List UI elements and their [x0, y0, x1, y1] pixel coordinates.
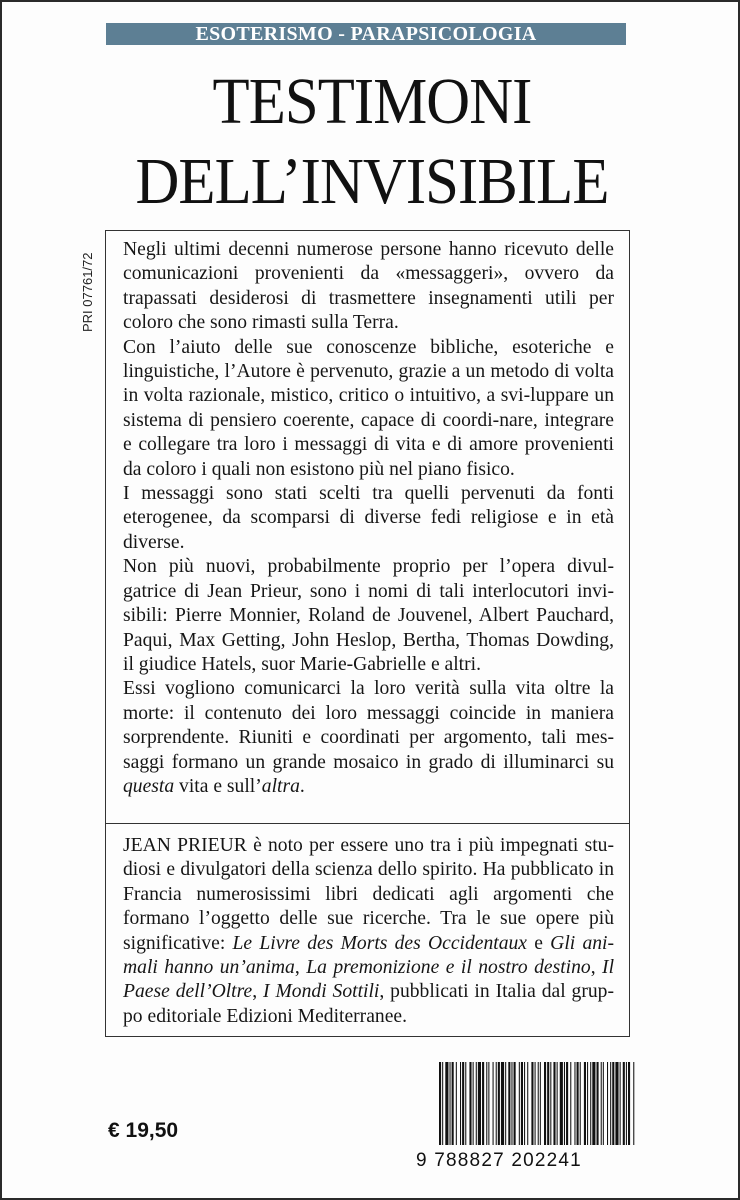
barcode-bar	[564, 1062, 565, 1145]
text-run: Con l’aiuto delle sue conoscenze bibliche, esoteriche e linguistiche, l’Autore è pervenuto, grazie a un metodo di volta in volta razionale, mistico, critico o intuitivo, a svi-luppare un sistema di pensiero coerente, capace di coordi-nare, integrare e collegare tra loro i messaggi di vita e di amore provenienti da coloro i quali non esistono più nel piano fisico.	[123, 336, 614, 480]
barcode-bar	[557, 1062, 558, 1145]
barcode-bar	[482, 1062, 484, 1145]
barcode-bar	[501, 1062, 504, 1145]
description-paragraph	[123, 482, 614, 555]
barcode-bar	[633, 1062, 634, 1145]
barcode-bar	[508, 1062, 510, 1145]
price-label: € 19,50	[108, 1119, 179, 1142]
barcode-bar	[607, 1062, 608, 1145]
text-run: Non più nuovi, probabilmente proprio per l’opera divul-gatrice di Jean Prieur, sono i nomi di tali interlocutori invi-sibili: Pierre Monnier, Roland de Jouvenel, Albert Pauchard, Paqui, Max Getting, John Heslop, Bertha, Thomas Dowding, il giudice Hatels, suor Marie-Gabrielle e altri.	[123, 556, 614, 675]
book-description	[123, 238, 614, 799]
barcode-bar	[570, 1062, 571, 1145]
barcode-bar	[469, 1062, 471, 1145]
barcode-bar	[488, 1062, 489, 1145]
barcode-bar	[452, 1062, 454, 1145]
barcode-bar	[553, 1062, 555, 1145]
barcode-bar	[527, 1062, 528, 1145]
text-run: Negli ultimi decenni numerose persone hanno ricevuto delle comunicazioni provenienti da «messaggeri», ovvero da trapassati desiderosi di trasmettere insegnamenti utili per coloro che sono rimasti sulla Terra.	[123, 239, 614, 334]
barcode-bar	[456, 1062, 457, 1145]
text-run: ,	[590, 957, 603, 979]
isbn-digits: 9 788827 202241	[416, 1150, 582, 1171]
barcode-bar	[450, 1062, 451, 1145]
barcode-bar	[511, 1062, 512, 1145]
italic-text: questa	[123, 775, 175, 797]
text-run: vita e sull’	[174, 775, 262, 797]
book-title-line-1: TESTIMONI	[212, 65, 532, 138]
description-paragraph	[123, 238, 614, 336]
barcode-bar	[538, 1062, 539, 1145]
barcode-bar	[587, 1062, 588, 1145]
barcode-bar	[465, 1062, 466, 1145]
barcode-bar	[514, 1062, 516, 1145]
text-run: ,	[252, 981, 264, 1003]
barcode-bar	[566, 1062, 568, 1145]
blurb-box	[105, 230, 630, 1037]
barcode-image	[439, 1062, 635, 1145]
italic-text: Gli ani-mali hanno un’anima	[123, 932, 615, 979]
barcode-bar	[550, 1062, 551, 1145]
barcode-bar	[460, 1062, 461, 1145]
barcode-bar	[478, 1062, 481, 1145]
barcode-bar	[498, 1062, 500, 1145]
italic-text: Le Livre des Morts des Occidentaux	[232, 932, 527, 954]
barcode-bar	[592, 1062, 595, 1145]
text-run: ,	[294, 957, 307, 979]
italic-text: La premonizione e il nostro destino	[306, 957, 591, 979]
text-run: .	[299, 775, 305, 797]
barcode-bar	[626, 1062, 627, 1145]
barcode-bar	[505, 1062, 506, 1145]
text-run: , pubblicati in Italia dal grup-po editoriale Edizioni Mediterranee.	[123, 981, 614, 1027]
barcode-bar	[519, 1062, 520, 1145]
barcode-bar	[462, 1062, 464, 1145]
barcode-bar	[560, 1062, 563, 1145]
book-title-line-2: DELL’INVISIBILE	[135, 145, 609, 218]
catalog-code: PRI 07761/72	[80, 252, 95, 332]
barcode-bar	[610, 1062, 611, 1145]
section-divider	[106, 823, 629, 824]
barcode-bar	[547, 1062, 549, 1145]
italic-text: I Mondi Sottili	[263, 981, 380, 1003]
text-run: Essi vogliono comunicarci la loro verità sulla vita oltre la morte: il contenuto dei loro messaggi coincide in maniera sorprendente. Riuniti e coordinati per argomento, tali mes-saggi formano un grande mosaico in grado di illuminarci su	[123, 678, 614, 773]
barcode-bar	[580, 1062, 581, 1145]
barcode-bar	[584, 1062, 586, 1145]
barcode-bar	[612, 1062, 614, 1145]
description-paragraph	[123, 336, 614, 482]
author-bio-paragraph	[123, 834, 614, 1029]
italic-text: altra	[261, 775, 300, 797]
barcode-bar	[544, 1062, 546, 1145]
barcode-bar	[601, 1062, 602, 1145]
barcode-bar	[524, 1062, 525, 1145]
italic-text: Il Paese dell’Oltre	[123, 957, 615, 1003]
barcode-bar	[473, 1062, 474, 1145]
description-paragraph	[123, 677, 614, 799]
barcode-bar	[442, 1062, 443, 1145]
barcode-bar	[476, 1062, 477, 1145]
barcode-bar	[486, 1062, 487, 1145]
barcode-bar	[623, 1062, 625, 1145]
barcode-bar	[615, 1062, 618, 1145]
author-bio	[123, 834, 614, 1029]
barcode-bar	[590, 1062, 591, 1145]
barcode-bar	[597, 1062, 599, 1145]
barcode-bar	[577, 1062, 579, 1145]
description-paragraph	[123, 555, 614, 677]
barcode-bar	[439, 1062, 441, 1145]
text-run: I messaggi sono stati scelti tra quelli pervenuti da fonti eterogenee, da scomparsi di diverse fedi religiose e in età diverse.	[123, 483, 614, 553]
barcode-bar	[540, 1062, 541, 1145]
series-banner: ESOTERISMO - PARAPSICOLOGIA	[106, 23, 626, 45]
barcode-bar	[603, 1062, 604, 1145]
barcode-bar	[628, 1062, 630, 1145]
barcode-bar	[445, 1062, 448, 1145]
barcode-bar	[493, 1062, 494, 1145]
text-run: e	[527, 932, 551, 954]
barcode-bar	[574, 1062, 575, 1145]
barcode-bar	[620, 1062, 621, 1145]
barcode-bar	[535, 1062, 536, 1145]
barcode-bar	[531, 1062, 533, 1145]
barcode-bar	[496, 1062, 497, 1145]
barcode-bar	[521, 1062, 523, 1145]
text-run: JEAN PRIEUR è noto per essere uno tra i più impegnati stu-diosi e divulgatori della scienza dello spirito. Ha pubblicato in Francia numerosissimi libri dedicati agli argomenti che formano l’oggetto delle sue ricerche. Tra le sue opere più significative:	[123, 835, 614, 954]
